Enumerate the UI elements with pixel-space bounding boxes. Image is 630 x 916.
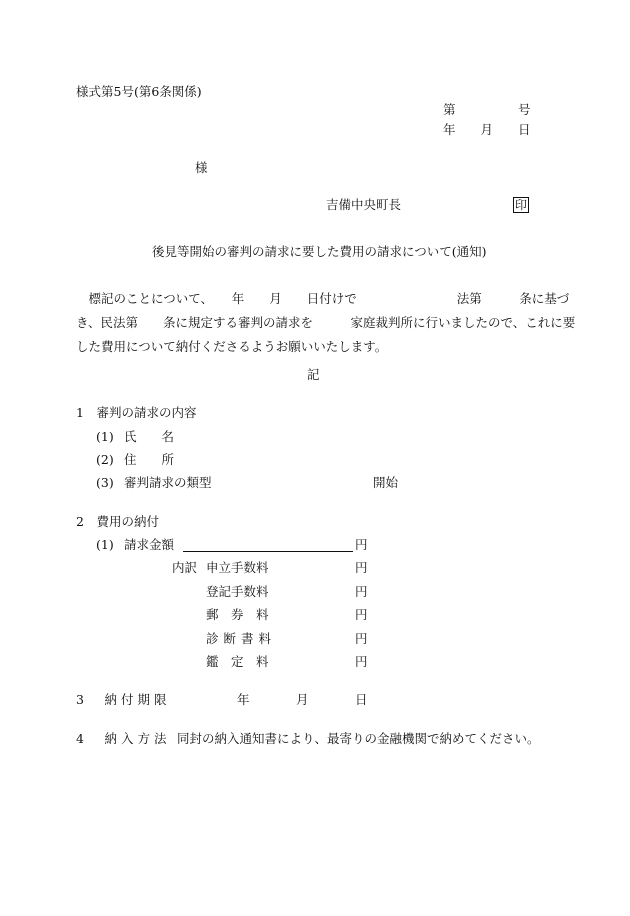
document-number: 第 号 — [443, 102, 531, 117]
section1-item-label: 審判請求の類型 — [124, 475, 212, 490]
claim-unit: 円 — [355, 537, 368, 552]
sender-name: 吉備中央町長 — [326, 197, 402, 212]
deadline-month: 月 — [296, 692, 309, 707]
breakdown-item-unit: 円 — [355, 584, 368, 599]
breakdown-item-unit: 円 — [355, 654, 368, 669]
breakdown-item-label: 郵 券 料 — [206, 607, 269, 622]
section1-heading: 1 審判の請求の内容 — [76, 405, 197, 420]
section4-heading: 4 納入方法 — [76, 731, 171, 746]
breakdown-item-label: 登記手数料 — [206, 584, 269, 599]
section1-item-value: 開始 — [373, 475, 399, 490]
body-paragraph — [76, 287, 576, 359]
payment-method-text: 同封の納入通知書により、最寄りの金融機関で納めてください。 — [177, 731, 540, 746]
body-line: した費用について納付くださるようお願いいたします。 — [76, 339, 388, 354]
breakdown-item-label: 鑑 定 料 — [206, 654, 269, 669]
breakdown-label: 内訳 — [172, 560, 198, 575]
body-line: 標記のことについて、 年 月 日付けで 法第 条に基づ — [76, 291, 570, 306]
body-line: き、民法第 条に規定する審判の請求を 家庭裁判所に行いましたので、これに要 — [76, 315, 576, 330]
deadline-year: 年 — [237, 692, 250, 707]
addressee-suffix: 様 — [195, 160, 208, 175]
document-title: 後見等開始の審判の請求に要した費用の請求について(通知) — [152, 244, 487, 259]
section2-heading: 2 費用の納付 — [76, 514, 159, 529]
breakdown-item-unit: 円 — [355, 560, 368, 575]
breakdown-item-label: 申立手数料 — [206, 560, 269, 575]
ki-heading: 記 — [307, 367, 320, 382]
section1-item-label: 住 所 — [124, 452, 175, 467]
section3-heading: 3 納付期限 — [76, 692, 171, 707]
breakdown-item-unit: 円 — [355, 607, 368, 622]
claim-label: 請求金額 — [124, 537, 175, 552]
section1-item-num: (3) — [96, 475, 114, 490]
form-label: 様式第5号(第6条関係) — [76, 84, 202, 99]
breakdown-item-label: 診断書料 — [206, 631, 277, 646]
breakdown-item-unit: 円 — [355, 631, 368, 646]
section1-item-label: 氏 名 — [124, 429, 175, 444]
deadline-day: 日 — [355, 692, 368, 707]
claim-num: (1) — [96, 537, 114, 552]
section1-item-num: (2) — [96, 452, 114, 467]
seal-mark: 印 — [515, 198, 528, 212]
section1-item-num: (1) — [96, 429, 114, 444]
claim-amount-underline — [183, 551, 353, 552]
document-date: 年 月 日 — [443, 122, 531, 137]
